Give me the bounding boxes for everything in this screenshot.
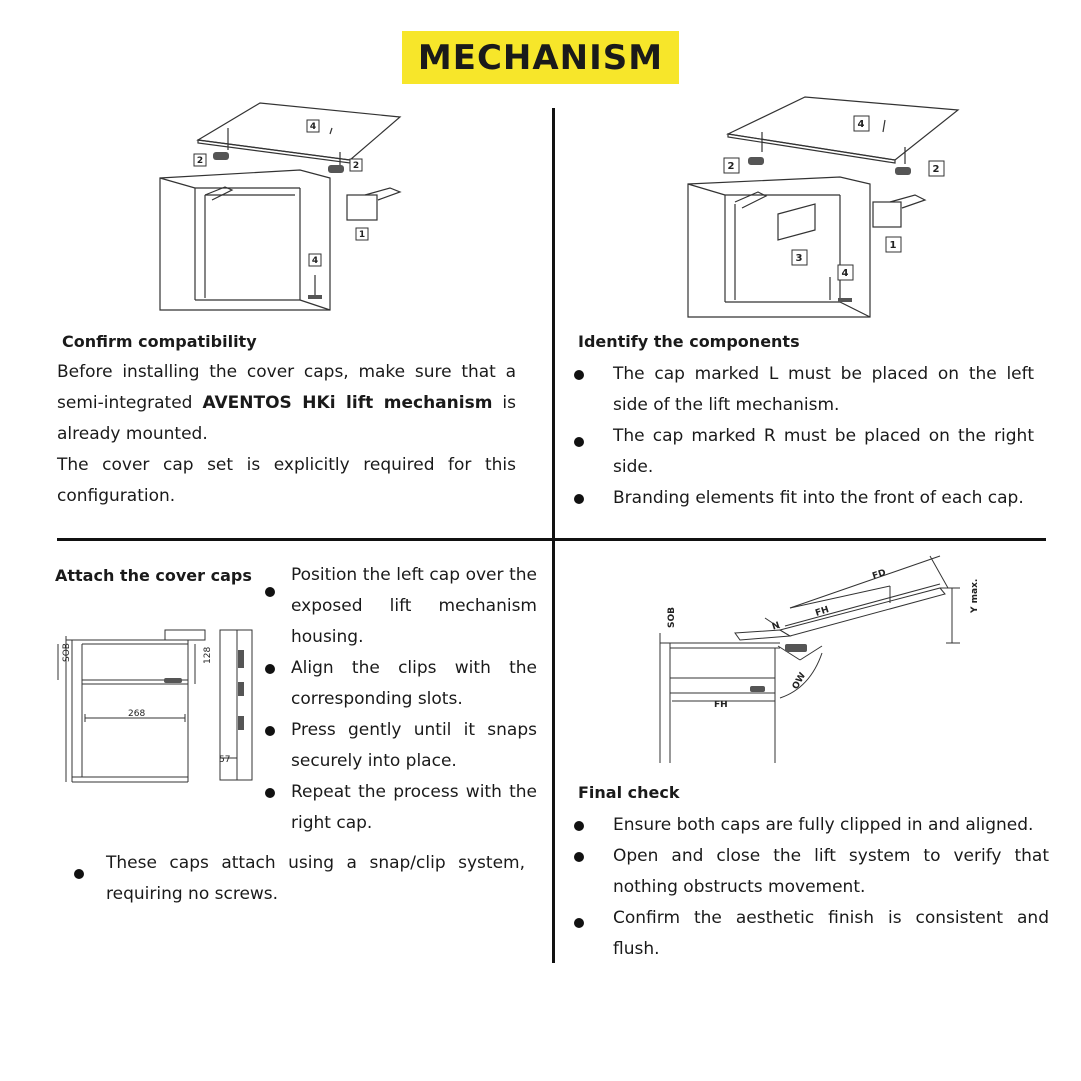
paragraph-text: is already mounted. (57, 393, 517, 444)
attach-steps-list (266, 560, 537, 839)
list-item (266, 777, 537, 839)
callout-label: 2 (352, 161, 360, 171)
list-item-text: Confirm the aesthetic finish is consistent and flush. (613, 908, 1049, 959)
lift-opening-dimension-drawing (650, 548, 980, 768)
vertical-divider (552, 108, 555, 963)
bullet-icon (265, 587, 275, 597)
list-item (74, 848, 525, 910)
list-item-text: Align the clips with the corresponding slots. (291, 658, 537, 709)
section-heading-attach: Attach the cover caps (55, 566, 252, 585)
dimension-label: N (770, 620, 782, 633)
list-item (578, 483, 1034, 514)
section-heading-compatibility: Confirm compatibility (62, 332, 257, 351)
callout-label: 1 (358, 230, 366, 240)
section-heading-components: Identify the components (578, 332, 800, 351)
dimension-label: FH (814, 605, 831, 619)
callout-label: 4 (857, 119, 865, 130)
list-item (266, 715, 537, 777)
callout-label: 3 (795, 253, 803, 264)
product-name: AVENTOS HKi lift mechanism (202, 393, 493, 413)
list-item-text: The cap marked R must be placed on the right side. (613, 426, 1034, 477)
list-item-text: These caps attach using a snap/clip system, requiring no screws. (106, 853, 525, 904)
compatibility-paragraph (57, 357, 516, 450)
dimension-label: FH (714, 700, 728, 710)
dimension-label: FD (871, 568, 888, 582)
list-item (578, 903, 1049, 965)
horizontal-divider (57, 538, 1046, 541)
components-list (578, 359, 1034, 514)
final-check-list (578, 810, 1049, 965)
page-title: MECHANISM (417, 37, 664, 78)
bullet-icon (574, 852, 584, 862)
dimension-label: 128 (203, 646, 213, 664)
bullet-icon (574, 437, 584, 447)
list-item (266, 653, 537, 715)
dimension-label: 268 (128, 709, 146, 719)
list-item (578, 841, 1049, 903)
callout-label: 4 (311, 256, 319, 266)
bullet-icon (574, 918, 584, 928)
bullet-icon (265, 726, 275, 736)
list-item (578, 810, 1049, 841)
attach-note-list (74, 848, 525, 910)
list-item-text: Ensure both caps are fully clipped in and aligned. (613, 815, 1034, 835)
dimension-label: 57 (219, 755, 231, 765)
list-item-text: Branding elements fit into the front of each cap. (613, 488, 1024, 508)
callout-label: 4 (841, 268, 849, 279)
callout-label: 1 (889, 240, 897, 251)
list-item (266, 560, 537, 653)
list-item-text: The cap marked L must be placed on the left side of the lift mechanism. (613, 364, 1034, 415)
list-item-text: Press gently until it snaps securely into place. (291, 720, 537, 771)
bullet-icon (265, 788, 275, 798)
callout-label: 2 (727, 161, 735, 172)
callout-label: 4 (309, 122, 317, 132)
cabinet-dimension-drawing (52, 622, 262, 787)
list-item-text: Repeat the process with the right cap. (291, 782, 537, 833)
list-item-text: Position the left cap over the exposed lift mechanism housing. (291, 565, 537, 647)
callout-label: 2 (196, 156, 204, 166)
cabinet-exploded-illustration-left (150, 100, 420, 320)
callout-label: 2 (932, 164, 940, 175)
cabinet-exploded-illustration-right (680, 92, 970, 322)
dimension-label: SOB (62, 643, 72, 662)
bullet-icon (574, 370, 584, 380)
dimension-label: SOB (667, 607, 677, 628)
paragraph-text: Before installing the cover caps, make sure that a semi-integrated (57, 362, 516, 413)
requirement-paragraph: The cover cap set is explicitly required for this configuration. (57, 455, 516, 506)
bullet-icon (74, 869, 84, 879)
bullet-icon (574, 494, 584, 504)
list-item (578, 359, 1034, 421)
dimension-label: Y max. (970, 578, 980, 613)
section-heading-final-check: Final check (578, 783, 680, 802)
list-item-text: Open and close the lift system to verify that nothing obstructs movement. (613, 846, 1049, 897)
dimension-label: OW (790, 671, 809, 692)
title-banner (402, 31, 679, 84)
bullet-icon (265, 664, 275, 674)
bullet-icon (574, 821, 584, 831)
list-item (578, 421, 1034, 483)
